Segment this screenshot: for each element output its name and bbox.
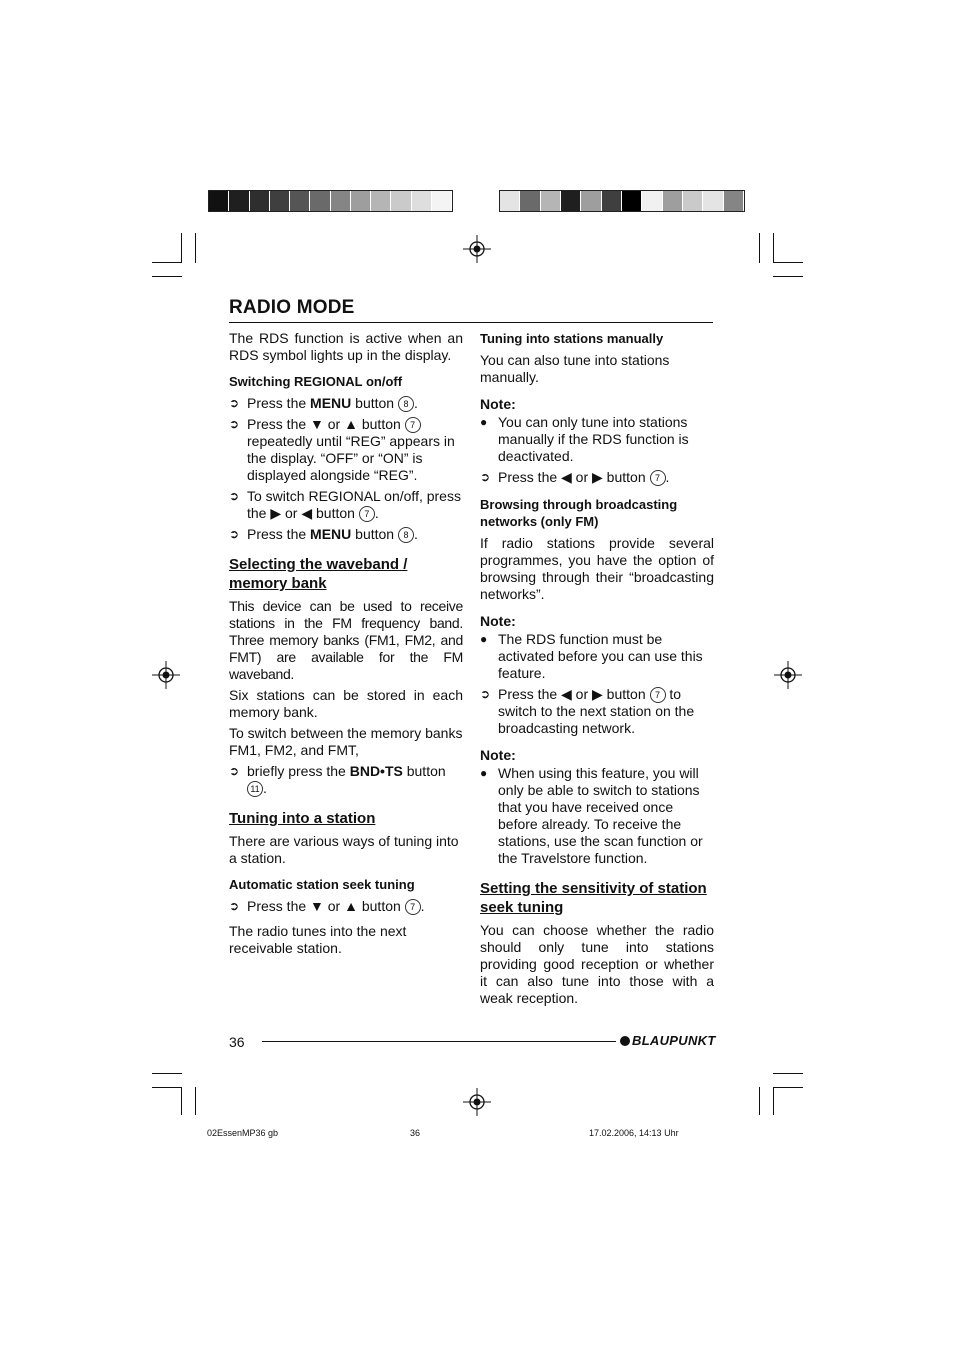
arrow-bullet-icon: ➲	[229, 764, 240, 778]
crop-mark	[759, 233, 760, 263]
button-number-badge: 8	[398, 527, 414, 543]
arrow-bullet-icon: ➲	[480, 470, 491, 484]
button-number-badge: 7	[650, 687, 666, 703]
color-swatch	[500, 191, 520, 211]
regional-heading: Switching REGIONAL on/off	[229, 374, 403, 389]
color-swatch	[561, 191, 581, 211]
registration-mark-icon	[463, 1088, 491, 1116]
instruction-step: ➲ briefly press the BND•TS button 11 .	[229, 763, 446, 796]
color-swatch	[331, 191, 351, 211]
slug-page: 36	[410, 1128, 421, 1138]
brand-logo: BLAUPUNKT	[620, 1033, 716, 1048]
note-label: Note:	[480, 613, 516, 629]
waveband-paragraph: To switch between the memory banks FM1, FM2, and FMT,	[229, 725, 463, 758]
sensitivity-paragraph: You can choose whether the radio should only tune into stations providing good reception or whether it can also tune into those with a weak reception.	[480, 922, 714, 1006]
arrow-bullet-icon: ➲	[229, 527, 240, 541]
instruction-step: ➲ Press the ▼ or ▲ button 7 repeatedly until “REG” appears in the display. “OFF” or “ON” is displayed alongside “REG”.	[229, 416, 455, 483]
note-item: ● When using this feature, you will only be able to switch to stations that you have received once before already. To receive the stations, use the scan function or the Travelstore function.	[480, 765, 703, 866]
browse-paragraph: If radio stations provide several programmes, you have the option of browsing through their “broadcasting networks”.	[480, 535, 714, 602]
crop-mark	[773, 1087, 803, 1088]
crop-mark	[152, 1073, 182, 1074]
registration-mark-icon	[152, 661, 180, 689]
sensitivity-heading: Setting the sensitivity of station seek tuning	[480, 880, 707, 916]
manual-tuning-paragraph: You can also tune into stations manually.	[480, 352, 670, 385]
left-column	[229, 330, 463, 961]
color-swatch	[351, 191, 371, 211]
color-swatch	[703, 191, 723, 211]
color-swatch	[622, 191, 642, 211]
page-title: RADIO MODE	[229, 297, 355, 318]
note-item: ● You can only tune into stations manually if the RDS function is deactivated.	[480, 414, 689, 464]
crop-mark	[152, 1087, 182, 1088]
button-number-badge: 8	[398, 396, 414, 412]
instruction-step: ➲ Press the ◀ or ▶ button 7 to switch to the next station on the broadcasting network.	[480, 686, 695, 736]
note-label: Note:	[480, 396, 516, 412]
note-item: ● The RDS function must be activated before you can use this feature.	[480, 631, 703, 681]
waveband-paragraph: Six stations can be stored in each memory bank.	[229, 687, 463, 720]
color-swatch	[229, 191, 249, 211]
footer-rule	[262, 1041, 616, 1042]
crop-mark	[195, 1087, 196, 1115]
color-swatch	[432, 191, 452, 211]
color-bar-left	[208, 190, 453, 212]
intro-paragraph: The RDS function is active when an RDS symbol lights up in the display.	[229, 330, 463, 363]
tuning-paragraph: There are various ways of tuning into a station.	[229, 833, 459, 866]
instruction-step: ➲ To switch REGIONAL on/off, press the ▶ or ◀ button 7 .	[229, 488, 461, 521]
crop-mark	[181, 233, 182, 263]
color-swatch	[250, 191, 270, 211]
arrow-bullet-icon: ➲	[229, 899, 240, 913]
instruction-step: ➲ Press the ▼ or ▲ button 7 .	[229, 898, 425, 914]
crop-mark	[152, 262, 182, 263]
crop-mark	[181, 1087, 182, 1115]
crop-mark	[152, 276, 182, 277]
color-swatch	[520, 191, 540, 211]
manual-tuning-heading: Tuning into stations manually	[480, 331, 664, 346]
color-swatch	[391, 191, 411, 211]
crop-mark	[773, 233, 774, 263]
crop-mark	[773, 262, 803, 263]
tuning-heading: Tuning into a station	[229, 810, 376, 827]
color-swatch	[270, 191, 290, 211]
color-swatch	[683, 191, 703, 211]
waveband-heading: Selecting the waveband / memory bank	[229, 556, 408, 592]
color-swatch	[290, 191, 310, 211]
registration-mark-icon	[463, 235, 491, 263]
bullet-dot-icon: ●	[480, 632, 488, 646]
color-swatch	[724, 191, 744, 211]
crop-mark	[773, 1073, 803, 1074]
slug-file: 02EssenMP36 gb	[207, 1128, 279, 1138]
crop-mark	[773, 276, 803, 277]
instruction-step: ➲ Press the MENU button 8 .	[229, 395, 418, 411]
instruction-step: ➲ Press the ◀ or ▶ button 7 .	[480, 469, 670, 485]
arrow-bullet-icon: ➲	[229, 489, 240, 503]
note-label: Note:	[480, 747, 516, 763]
crop-mark	[773, 1087, 774, 1115]
color-swatch	[209, 191, 229, 211]
registration-mark-icon	[774, 661, 802, 689]
color-bar-right	[499, 190, 745, 212]
color-swatch	[581, 191, 601, 211]
button-number-badge: 7	[405, 899, 421, 915]
waveband-paragraph: This device can be used to receive stations in the FM frequency band. Three memory banks (FM1, FM2, and FMT) are available for the FM waveband.	[229, 598, 463, 682]
browse-heading: Browsing through broadcasting networks (only FM)	[480, 497, 678, 529]
instruction-step: ➲ Press the MENU button 8 .	[229, 526, 418, 542]
logo-dot-icon	[620, 1036, 630, 1046]
color-swatch	[602, 191, 622, 211]
arrow-bullet-icon: ➲	[229, 417, 240, 431]
color-swatch	[310, 191, 330, 211]
color-swatch	[371, 191, 391, 211]
page-number: 36	[229, 1034, 245, 1050]
color-swatch	[541, 191, 561, 211]
auto-seek-paragraph: The radio tunes into the next receivable station.	[229, 923, 407, 956]
bullet-dot-icon: ●	[480, 766, 488, 780]
crop-mark	[759, 1087, 760, 1115]
button-number-badge: 11	[247, 781, 263, 797]
bullet-dot-icon: ●	[480, 415, 488, 429]
arrow-bullet-icon: ➲	[229, 396, 240, 410]
color-swatch	[642, 191, 662, 211]
arrow-bullet-icon: ➲	[480, 687, 491, 701]
button-number-badge: 7	[650, 470, 666, 486]
button-number-badge: 7	[359, 506, 375, 522]
button-number-badge: 7	[405, 417, 421, 433]
color-swatch	[663, 191, 683, 211]
right-column	[480, 330, 714, 1011]
auto-seek-heading: Automatic station seek tuning	[229, 877, 415, 892]
title-rule	[229, 322, 713, 323]
color-swatch	[412, 191, 432, 211]
slug-date: 17.02.2006, 14:13 Uhr	[589, 1128, 679, 1138]
crop-mark	[195, 233, 196, 263]
